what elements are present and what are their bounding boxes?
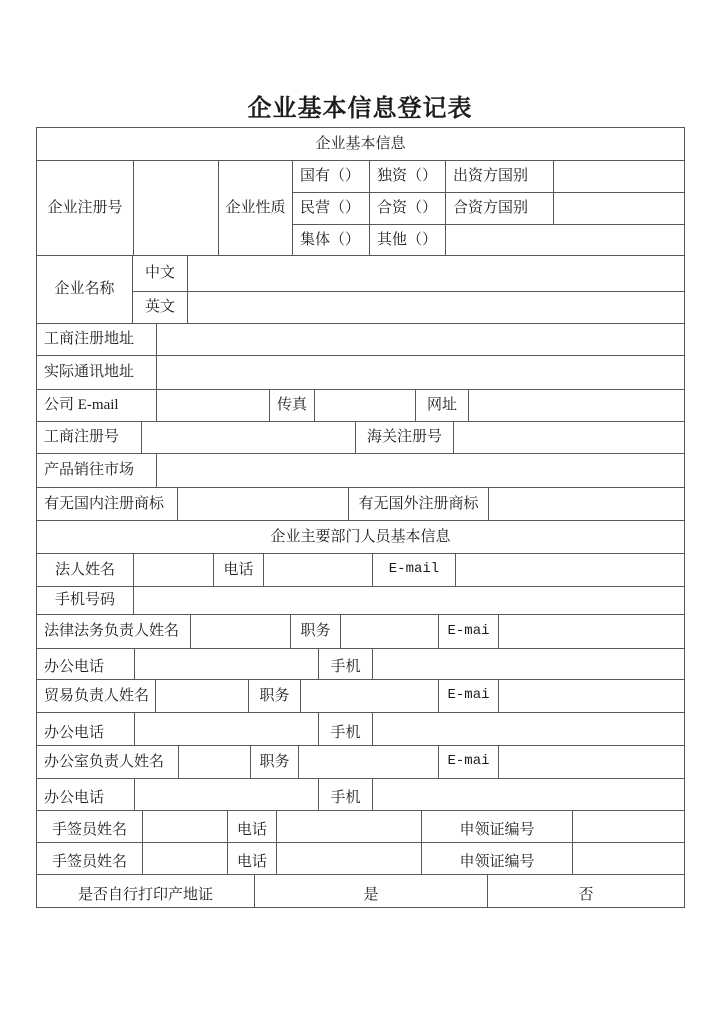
legal-affairs-email-value xyxy=(498,614,685,649)
mobile-number-value xyxy=(133,586,685,615)
company-email-value xyxy=(156,389,270,422)
company-name-en-label: 英文 xyxy=(132,291,188,324)
form-table xyxy=(36,127,685,908)
website-value xyxy=(468,389,685,422)
legal-person-phone-value xyxy=(263,553,373,587)
mailing-address-value xyxy=(156,355,685,390)
office-phone-1-label: 办公电话 xyxy=(36,648,135,680)
company-name-en-value xyxy=(187,291,685,324)
office-phone-2-label: 办公电话 xyxy=(36,712,135,746)
business-reg-no-value xyxy=(141,421,356,454)
section-personnel: 企业主要部门人员基本信息 xyxy=(36,520,685,554)
customs-reg-no-value xyxy=(453,421,685,454)
office-manager-title-label: 职务 xyxy=(250,745,299,779)
sales-market-label: 产品销往市场 xyxy=(36,453,157,488)
trade-manager-title-label: 职务 xyxy=(248,679,301,713)
mobile-number-label: 手机号码 xyxy=(36,586,134,615)
trade-manager-name-value xyxy=(155,679,249,713)
office-phone-1-value xyxy=(134,648,319,680)
trade-manager-name-label: 贸易负责人姓名 xyxy=(36,679,156,713)
self-print-no-option: 否 xyxy=(487,874,685,908)
office-manager-email-value xyxy=(498,745,685,779)
reg-no-label: 企业注册号 xyxy=(36,160,134,256)
nature-state-owned-label: 国有（） xyxy=(292,160,370,193)
legal-person-email-value xyxy=(455,553,685,587)
office-phone-3-value xyxy=(134,778,319,811)
company-name-cn-value xyxy=(187,255,685,292)
signer-1-cert-no-label: 申领证编号 xyxy=(421,810,573,843)
office-manager-name-value xyxy=(178,745,251,779)
signer-1-name-value xyxy=(142,810,228,843)
fax-value xyxy=(314,389,416,422)
nature-other-value xyxy=(445,224,685,256)
mobile-1-value xyxy=(372,648,685,680)
office-manager-title-value xyxy=(298,745,439,779)
legal-affairs-name-label: 法律法务负责人姓名 xyxy=(36,614,191,649)
investor-country-value xyxy=(553,160,685,193)
nature-other-label: 其他（） xyxy=(369,224,446,256)
sales-market-value xyxy=(156,453,685,488)
legal-person-name-value xyxy=(133,553,214,587)
signer-2-phone-label: 电话 xyxy=(227,842,277,875)
company-email-label: 公司 E-mail xyxy=(36,389,157,422)
legal-affairs-title-value xyxy=(340,614,439,649)
legal-affairs-title-label: 职务 xyxy=(290,614,341,649)
signer-2-cert-no-label: 申领证编号 xyxy=(421,842,573,875)
office-phone-3-label: 办公电话 xyxy=(36,778,135,811)
domestic-trademark-label: 有无国内注册商标 xyxy=(36,487,178,521)
nature-collective-label: 集体（） xyxy=(292,224,370,256)
office-manager-email-label: E-mai xyxy=(438,745,499,779)
signer-2-name-value xyxy=(142,842,228,875)
page-title: 企业基本信息登记表 xyxy=(247,96,473,122)
signer-2-phone-value xyxy=(276,842,422,875)
trade-manager-email-label: E-mai xyxy=(438,679,499,713)
mobile-2-label: 手机 xyxy=(318,712,373,746)
reg-address-label: 工商注册地址 xyxy=(36,323,157,356)
reg-no-value xyxy=(133,160,219,256)
self-print-yes-option: 是 xyxy=(254,874,488,908)
self-print-origin-cert-label: 是否自行打印产地证 xyxy=(36,874,255,908)
investor-country-label: 出资方国别 xyxy=(445,160,554,193)
reg-address-value xyxy=(156,323,685,356)
nature-sole-label: 独资（） xyxy=(369,160,446,193)
signer-1-name-label: 手签员姓名 xyxy=(36,810,143,843)
legal-affairs-name-value xyxy=(190,614,291,649)
business-reg-no-label: 工商注册号 xyxy=(36,421,142,454)
section-basic-info: 企业基本信息 xyxy=(36,127,685,161)
company-name-label: 企业名称 xyxy=(36,255,133,324)
mobile-3-value xyxy=(372,778,685,811)
legal-person-phone-label: 电话 xyxy=(213,553,264,587)
legal-person-email-label: E-mail xyxy=(372,553,456,587)
domestic-trademark-value xyxy=(177,487,349,521)
signer-2-cert-no-value xyxy=(572,842,685,875)
signer-1-phone-value xyxy=(276,810,422,843)
mobile-3-label: 手机 xyxy=(318,778,373,811)
jv-country-value xyxy=(553,192,685,225)
signer-1-phone-label: 电话 xyxy=(227,810,277,843)
company-name-cn-label: 中文 xyxy=(132,255,188,292)
office-phone-2-value xyxy=(134,712,319,746)
customs-reg-no-label: 海关注册号 xyxy=(355,421,454,454)
signer-1-cert-no-value xyxy=(572,810,685,843)
legal-person-name-label: 法人姓名 xyxy=(36,553,134,587)
office-manager-name-label: 办公室负责人姓名 xyxy=(36,745,179,779)
fax-label: 传真 xyxy=(269,389,315,422)
nature-label: 企业性质 xyxy=(218,160,293,256)
trade-manager-title-value xyxy=(300,679,439,713)
mobile-2-value xyxy=(372,712,685,746)
foreign-trademark-value xyxy=(488,487,685,521)
mobile-1-label: 手机 xyxy=(318,648,373,680)
foreign-trademark-label: 有无国外注册商标 xyxy=(348,487,489,521)
jv-country-label: 合资方国别 xyxy=(445,192,554,225)
mailing-address-label: 实际通讯地址 xyxy=(36,355,157,390)
signer-2-name-label: 手签员姓名 xyxy=(36,842,143,875)
nature-joint-venture-label: 合资（） xyxy=(369,192,446,225)
website-label: 网址 xyxy=(415,389,469,422)
trade-manager-email-value xyxy=(498,679,685,713)
legal-affairs-email-label: E-mai xyxy=(438,614,499,649)
nature-private-label: 民营（） xyxy=(292,192,370,225)
